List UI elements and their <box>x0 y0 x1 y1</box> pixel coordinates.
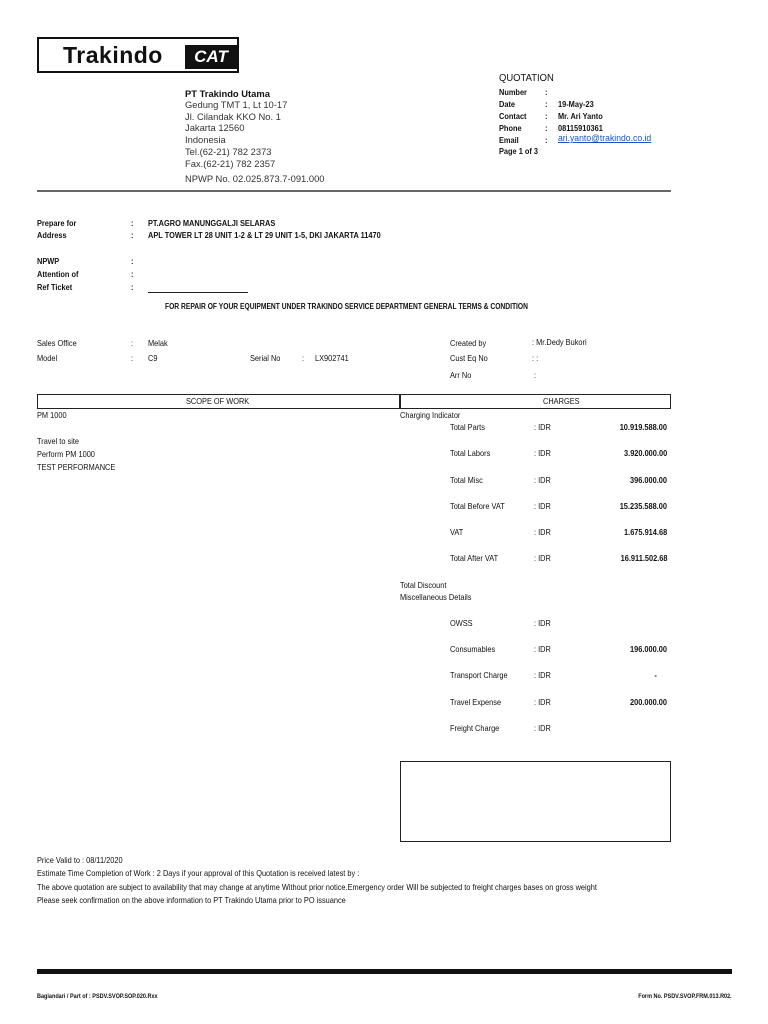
travel-expense-label: Travel Expense <box>450 697 502 707</box>
company-phone: Tel.(62-21) 782 2373 <box>185 145 272 157</box>
quotation-date-label: Date <box>499 99 516 109</box>
consumables-value: 196.000.00 <box>630 644 667 654</box>
transport-charge-label: Transport Charge <box>450 670 508 680</box>
quotation-date: 19-May-23 <box>558 99 594 109</box>
scope-line-travel: Travel to site <box>37 436 80 446</box>
scope-header-box <box>37 394 400 409</box>
vat-label: VAT <box>450 527 464 537</box>
company-npwp: NPWP No. 02.025.873.7-091.000 <box>185 173 325 184</box>
availability-note: The above quotation are subject to availability that may change at anytime Without prior notice.Emergency order Will be subjected to freight charges bases on gross weight <box>37 882 597 892</box>
company-address-3: Jakarta 12560 <box>185 122 245 134</box>
quotation-email-link[interactable]: ari.yanto@trakindo.co.id <box>558 133 652 144</box>
colon: : <box>131 338 134 348</box>
serial-no-value: LX902741 <box>315 353 349 363</box>
colon: : <box>131 269 134 279</box>
total-before-vat-value: 15.235.588.00 <box>619 501 667 511</box>
freight-charge-label: Freight Charge <box>450 723 500 733</box>
colon: : <box>302 353 305 363</box>
total-misc-value: 396.000.00 <box>630 475 667 485</box>
scope-header: SCOPE OF WORK <box>186 396 250 406</box>
serial-no-label: Serial No <box>250 353 281 363</box>
transport-charge-value: - <box>654 670 657 680</box>
scope-line-test: TEST PERFORMANCE <box>37 462 116 472</box>
company-address-1: Gedung TMT 1, Lt 10-17 <box>185 99 288 110</box>
part-of-reference: Bagiandari / Part of : PSDV.SVOP.SOP.020.Rxx <box>37 993 158 1000</box>
vat-value: 1.675.914.68 <box>623 527 667 537</box>
prepare-for-value: PT.AGRO MANUNGGALJI SELARAS <box>148 218 276 228</box>
quotation-number-label: Number <box>499 87 527 97</box>
charges-header: CHARGES <box>543 396 580 406</box>
completion-note: Estimate Time Completion of Work : 2 Days if your approval of this Quotation is received latest by : <box>37 868 360 878</box>
cust-eq-no-label: Cust Eq No <box>450 353 488 363</box>
npwp-label: NPWP <box>37 256 60 266</box>
total-after-vat-label: Total After VAT <box>450 553 499 563</box>
total-labors-label: Total Labors <box>450 448 491 458</box>
charging-indicator: Charging Indicator <box>400 410 461 420</box>
created-by-label: Created by <box>450 338 487 348</box>
company-block <box>185 88 287 169</box>
approval-box <box>400 761 671 842</box>
colon: : <box>545 111 548 121</box>
company-name: PT Trakindo Utama <box>185 88 270 99</box>
colon: : <box>545 135 548 145</box>
scope-line-perform: Perform PM 1000 <box>37 449 95 459</box>
currency: : IDR <box>534 448 551 458</box>
currency: : IDR <box>534 618 551 628</box>
misc-details-title: Miscellaneous Details <box>400 592 472 602</box>
quotation-phone-label: Phone <box>499 123 522 133</box>
colon: : <box>545 87 548 97</box>
consumables-label: Consumables <box>450 644 496 654</box>
colon: : <box>131 353 134 363</box>
quotation-contact: Mr. Ari Yanto <box>558 111 603 121</box>
quotation-email-label: Email <box>499 135 519 145</box>
colon: : <box>131 218 134 228</box>
logo-wordmark: Trakindo <box>63 42 163 68</box>
quotation-phone: 08115910361 <box>558 123 603 133</box>
trakindo-cat-logo <box>37 37 239 73</box>
model-label: Model <box>37 353 58 363</box>
total-misc-label: Total Misc <box>450 475 483 485</box>
colon: : <box>131 230 134 240</box>
company-address-2: Jl. Cilandak KKO No. 1 <box>185 110 281 122</box>
currency: : IDR <box>534 553 551 563</box>
total-labors-value: 3.920.000.00 <box>623 448 667 458</box>
total-parts-label: Total Parts <box>450 422 485 432</box>
cat-badge: CAT <box>185 45 237 69</box>
price-valid-note: Price Valid to : 08/11/2020 <box>37 855 123 865</box>
colon: : <box>545 99 548 109</box>
arr-no-label: Arr No <box>450 370 472 380</box>
quotation-title: QUOTATION <box>499 72 554 84</box>
colon: : <box>131 256 134 266</box>
ref-ticket-field[interactable] <box>148 292 248 293</box>
confirmation-note: Please seek confirmation on the above information to PT Trakindo Utama prior to PO issuance <box>37 895 346 905</box>
colon: : <box>131 282 134 292</box>
currency: : IDR <box>534 697 551 707</box>
cust-eq-no-value: : : <box>532 353 539 363</box>
total-discount: Total Discount <box>400 580 447 590</box>
sales-office-label: Sales Office <box>37 338 77 348</box>
company-address-4: Indonesia <box>185 134 226 146</box>
travel-expense-value: 200.000.00 <box>630 697 667 707</box>
total-before-vat-label: Total Before VAT <box>450 501 505 511</box>
colon: : <box>534 370 537 380</box>
owss-label: OWSS <box>450 618 473 628</box>
currency: : IDR <box>534 670 551 680</box>
model-value: C9 <box>148 353 158 363</box>
quotation-page: Page 1 of 3 <box>499 146 539 156</box>
currency: : IDR <box>534 422 551 432</box>
form-number: Form No. PSDV.SVOP.FRM.013.R02. <box>638 993 732 1000</box>
charges-header-box <box>400 394 671 409</box>
created-by-value: : Mr.Dedy Bukori <box>532 337 587 347</box>
address-label: Address <box>37 230 67 240</box>
scope-line-pm: PM 1000 <box>37 410 67 420</box>
address-value: APL TOWER LT 28 UNIT 1-2 & LT 29 UNIT 1-5, DKI JAKARTA 11470 <box>148 230 381 240</box>
prepare-for-label: Prepare for <box>37 218 77 228</box>
header-divider <box>37 190 671 192</box>
total-parts-value: 10.919.588.00 <box>619 422 667 432</box>
currency: : IDR <box>534 475 551 485</box>
colon: : <box>545 123 548 133</box>
sales-office-value: Melak <box>148 338 168 348</box>
currency: : IDR <box>534 644 551 654</box>
attention-label: Attention of <box>37 269 79 279</box>
currency: : IDR <box>534 501 551 511</box>
terms-notice: FOR REPAIR OF YOUR EQUIPMENT UNDER TRAKINDO SERVICE DEPARTMENT GENERAL TERMS & CONDITION <box>165 302 528 311</box>
footer-divider <box>37 969 732 974</box>
currency: : IDR <box>534 527 551 537</box>
currency: : IDR <box>534 723 551 733</box>
company-fax: Fax.(62-21) 782 2357 <box>185 157 276 169</box>
quotation-contact-label: Contact <box>499 111 527 121</box>
total-after-vat-value: 16.911.502.68 <box>620 553 667 563</box>
ref-ticket-label: Ref Ticket <box>37 282 73 292</box>
